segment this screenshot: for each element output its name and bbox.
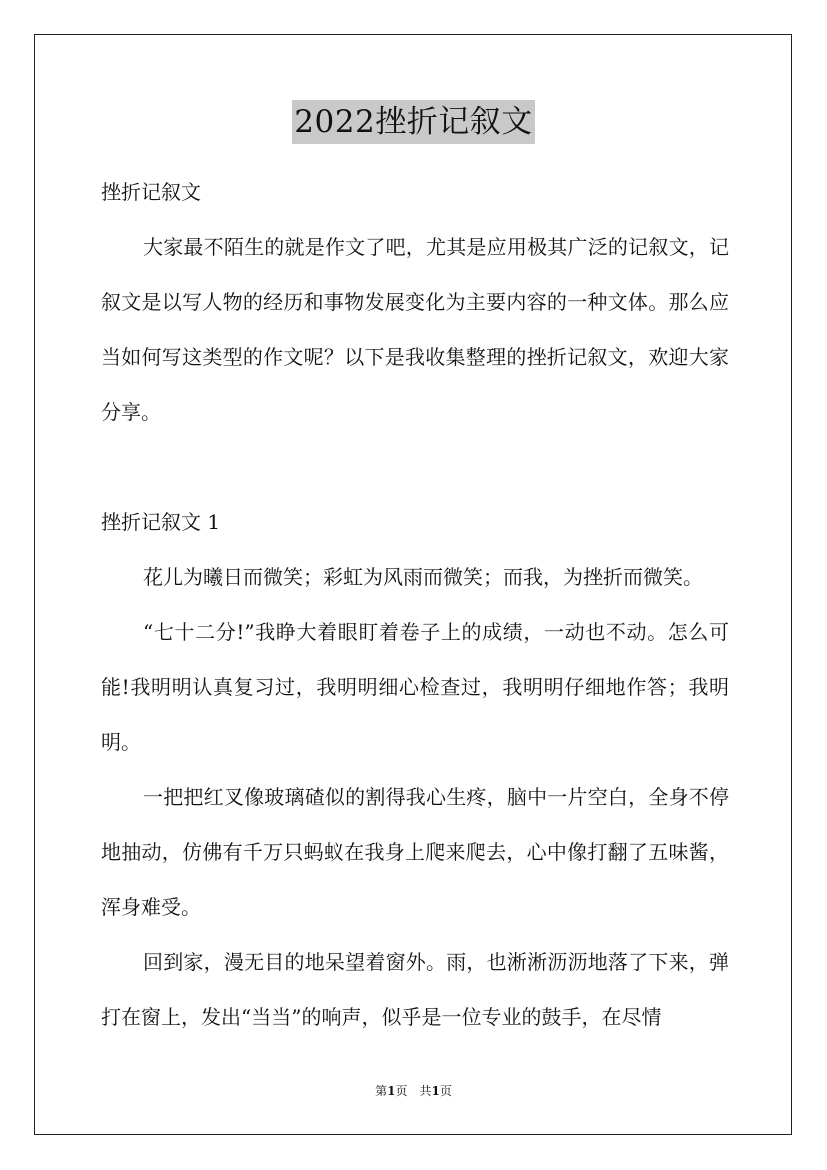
body-paragraph: 回到家，漫无目的地呆望着窗外。雨，也淅淅沥沥地落了下来，弹打在窗上，发出“当当”的响声，似乎是一位专业的鼓手，在尽情 — [101, 950, 729, 1029]
body-paragraph: 一把把红叉像玻璃碴似的割得我心生疼，脑中一片空白，全身不停地抽动，仿佛有千万只蚂蚁在我身上爬来爬去，心中像打翻了五味酱，浑身难受。 — [101, 785, 729, 919]
document-title-container — [0, 100, 827, 144]
page-label-mid: 页 共 — [395, 1084, 432, 1098]
page-label-suffix: 页 — [439, 1084, 452, 1098]
page-label-prefix: 第 — [375, 1084, 388, 1098]
intro-paragraph: 大家最不陌生的就是作文了吧，尤其是应用极其广泛的记叙文，记叙文是以写人物的经历和事物发展变化为主要内容的一种文体。那么应当如何写这类型的作文呢？以下是我收集整理的挫折记叙文，欢迎大家分享。 — [101, 235, 729, 424]
body-paragraph: 花儿为曦日而微笑；彩虹为风雨而微笑；而我，为挫折而微笑。 — [143, 565, 703, 589]
document-body — [101, 165, 729, 1045]
essay-heading: 挫折记叙文 1 — [101, 510, 221, 534]
page-current: 1 — [387, 1084, 396, 1098]
body-paragraph: “七十二分!”我睁大着眼盯着卷子上的成绩，一动也不动。怎么可能!我明明认真复习过，我明明细心检查过，我明明仔细地作答；我明明。 — [101, 620, 729, 754]
document-title: 2022挫折记叙文 — [292, 100, 534, 144]
page-footer — [0, 1083, 827, 1099]
section-heading: 挫折记叙文 — [101, 180, 201, 204]
page-total: 1 — [431, 1084, 440, 1098]
